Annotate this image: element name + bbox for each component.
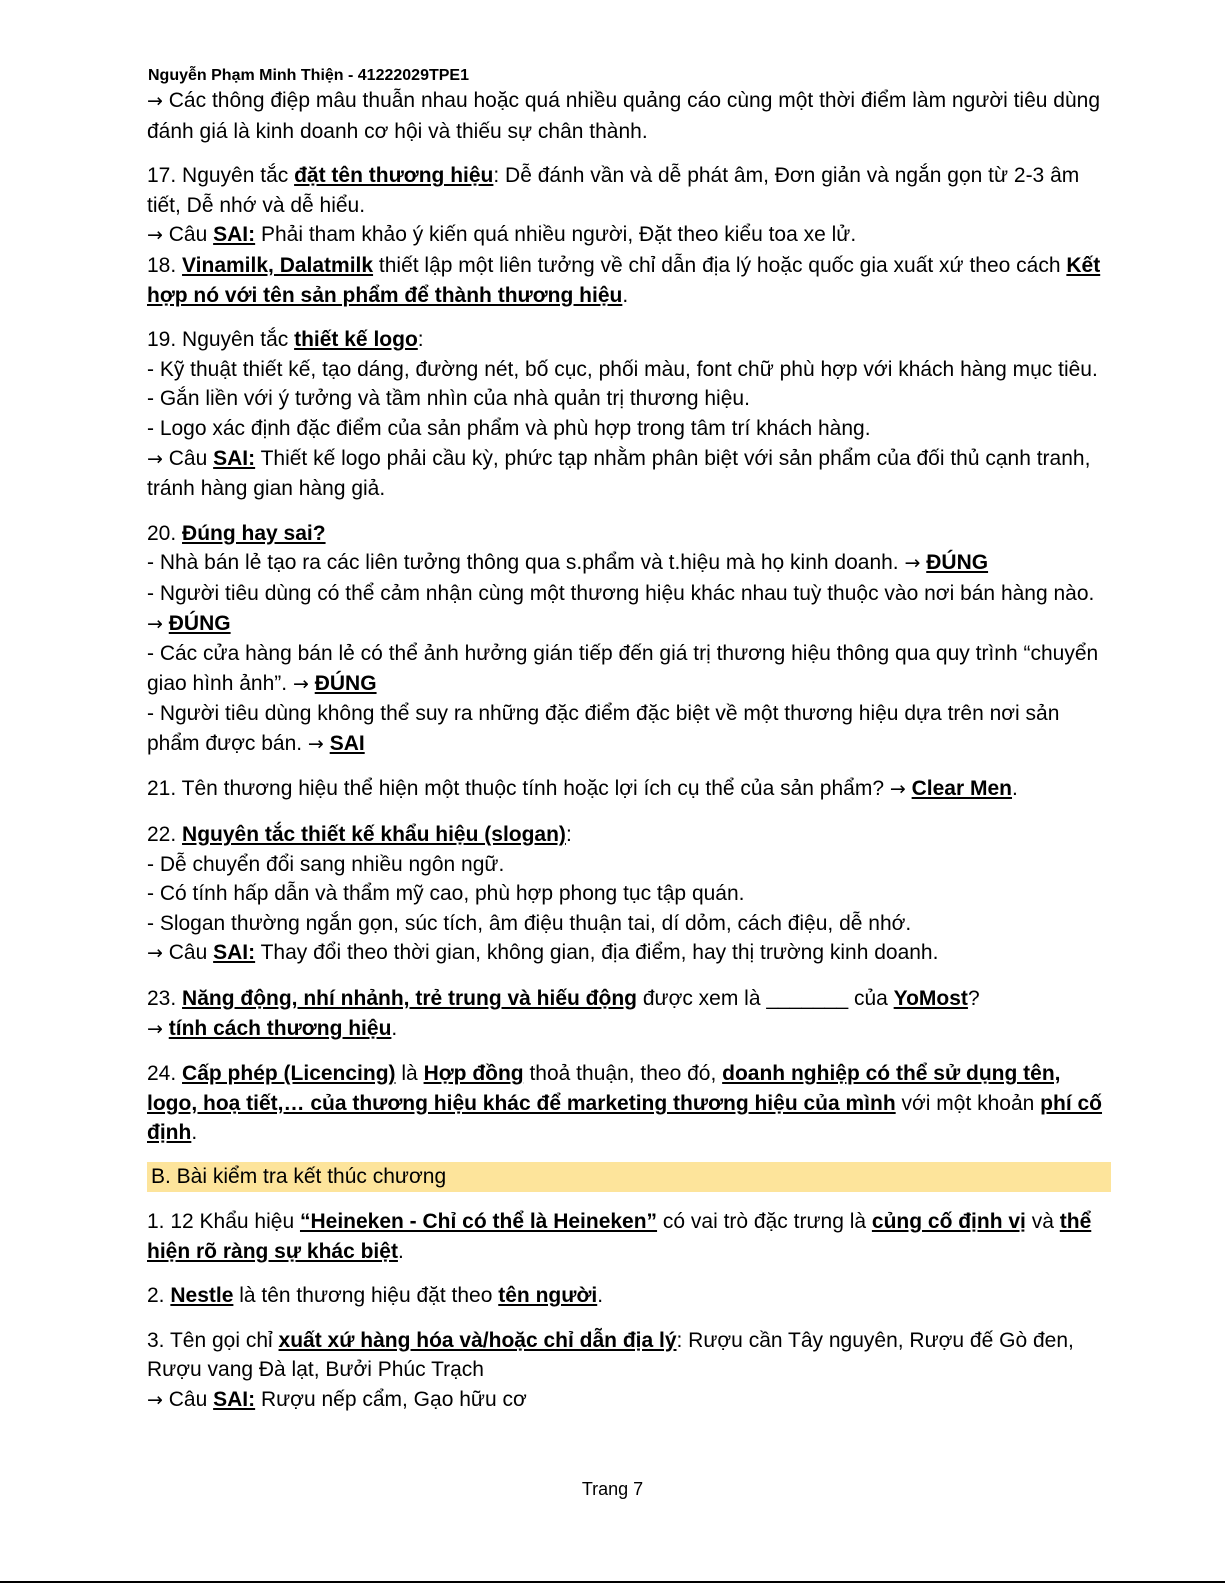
list-item: - Dễ chuyển đổi sang nhiều ngôn ngữ.: [147, 852, 505, 876]
sai-label: SAI:: [213, 1387, 256, 1411]
text: 19. Nguyên tắc: [147, 328, 295, 352]
text: với một khoản: [895, 1091, 1041, 1115]
list-item: [147, 699, 1107, 759]
question-24: [147, 1059, 1107, 1148]
page-content: [147, 86, 1107, 1416]
sai-label: SAI:: [213, 223, 256, 247]
question-18: [147, 251, 1107, 310]
text: 22.: [147, 823, 183, 847]
list-item: - Kỹ thuật thiết kế, tạo dáng, đường nét, bố cục, phối màu, font chữ phù hợp với khách hàng mục tiêu.: [147, 357, 1098, 381]
sai-label: SAI:: [213, 941, 256, 965]
text: Thiết kế logo phải cầu kỳ, phức tạp nhằm phân biệt với sản phẩm của đối thủ cạnh tranh, tránh hàng gian hàng giả.: [147, 446, 1091, 501]
text: : Rượu cần Tây nguyên, Rượu đế Gò đen, Rượu vang Đà lạt, Bưởi Phúc Trạch: [147, 1328, 1074, 1382]
text: .: [1012, 777, 1018, 801]
arrow-icon: →: [147, 612, 163, 635]
arrow-icon: →: [147, 90, 163, 112]
question-19-wrong: [147, 444, 1107, 504]
list-item: - Slogan thường ngắn gọn, súc tích, âm điệu thuận tai, dí dỏm, cách điệu, dễ nhớ.: [147, 911, 912, 935]
arrow-icon: →: [904, 552, 921, 575]
text: .: [597, 1284, 604, 1308]
text: - Người tiêu dùng không thể suy ra những đặc điểm đặc biệt về một thương hiệu dựa trên nơi sản phẩm được bán.: [147, 702, 1060, 755]
text: 23.: [147, 987, 183, 1011]
text: 21. Tên thương hiệu thể hiện một thuộc tính hoặc lợi ích cụ thể của sản phẩm?: [147, 777, 890, 801]
page-bottom-divider: [0, 1581, 1225, 1583]
text: - Các cửa hàng bán lẻ có thể ảnh hưởng gián tiếp đến giá trị thương hiệu thông qua quy trình “chuyển giao hình ảnh”.: [147, 642, 1099, 695]
arrow-icon: →: [307, 732, 324, 755]
list-item: - Gắn liền với ý tưởng và tầm nhìn của nhà quản trị thương hiệu.: [147, 387, 750, 411]
answer-false: SAI: [329, 731, 365, 755]
emphasis: “Heineken - Chỉ có thể là Heineken”: [299, 1210, 658, 1233]
text: được xem là _______ của: [637, 987, 894, 1011]
emphasis: xuất xứ hàng hóa và/hoặc chỉ dẫn địa lý: [278, 1328, 677, 1352]
arrow-icon: →: [889, 778, 906, 801]
text: 24.: [147, 1062, 183, 1086]
emphasis: Hợp đồng: [423, 1062, 524, 1086]
text: và: [1025, 1210, 1060, 1233]
question-b3-wrong: [147, 1385, 1107, 1416]
text: Rượu nếp cẩm, Gạo hữu cơ: [255, 1387, 527, 1411]
answer-true: ĐÚNG: [926, 551, 989, 575]
emphasis: Năng động, nhí nhảnh, trẻ trung và hiếu động: [182, 987, 637, 1011]
emphasis: củng cố định vị: [871, 1210, 1026, 1233]
text: - Người tiêu dùng có thể cảm nhận cùng một thương hiệu khác nhau tuỳ thuộc vào nơi bán hàng nào.: [147, 581, 1095, 605]
arrow-icon: →: [147, 224, 163, 247]
text: là tên thương hiệu đặt theo: [233, 1284, 499, 1308]
question-23-answer: [147, 1014, 1107, 1045]
list-item: [147, 639, 1107, 699]
text: Câu: [162, 941, 214, 965]
text: 20.: [147, 521, 183, 545]
question-22-wrong: [147, 938, 1107, 969]
paragraph-conclusion: [147, 86, 1107, 146]
question-17: [147, 161, 1107, 220]
question-b3: [147, 1326, 1107, 1385]
question-19: [147, 325, 1107, 355]
arrow-icon: →: [147, 447, 163, 470]
text: Câu: [162, 446, 214, 470]
emphasis: tính cách thương hiệu: [168, 1016, 392, 1040]
emphasis: Vinamilk, Dalatmilk: [182, 253, 374, 277]
emphasis: thiết kế logo: [294, 328, 418, 352]
text: :: [565, 823, 572, 847]
arrow-icon: →: [292, 672, 309, 695]
question-17-wrong: [147, 220, 1107, 251]
text: : Dễ đánh vần và dễ phát âm, Đơn giản và ngắn gọn từ 2-3 âm tiết, Dễ nhớ và dễ hiểu.: [147, 164, 1080, 217]
sai-label: SAI:: [213, 446, 256, 470]
answer-true: ĐÚNG: [168, 611, 231, 635]
arrow-icon: →: [147, 1017, 163, 1040]
emphasis: YoMost: [893, 987, 968, 1011]
page-number: Trang 7: [581, 1479, 644, 1499]
text: Các thông điệp mâu thuẫn nhau hoặc quá nhiều quảng cáo cùng một thời điểm làm người tiêu dùng đánh giá là kinh doanh cơ hội và thiếu sự chân thành.: [147, 89, 1100, 143]
emphasis: tên người: [498, 1284, 598, 1308]
emphasis: Clear Men: [911, 777, 1012, 801]
text: có vai trò đặc trưng là: [657, 1210, 872, 1233]
answer-true: ĐÚNG: [314, 671, 377, 695]
text: 1. 12 Khẩu hiệu: [147, 1210, 300, 1233]
list-item: [147, 579, 1107, 639]
emphasis: doanh nghiệp có thể sử dụng tên, logo, hoạ tiết,… của thương hiệu khác để marketing thương hiệu của mình: [147, 1062, 1061, 1115]
text: .: [391, 1016, 398, 1040]
section-heading: B. Bài kiểm tra kết thúc chương: [147, 1162, 1111, 1192]
question-b1: [147, 1207, 1107, 1266]
emphasis: Kết hợp nó với tên sản phẩm để thành thương hiệu: [147, 253, 1101, 307]
emphasis: Cấp phép (Licencing): [182, 1062, 396, 1086]
emphasis: thể hiện rõ ràng sự khác biệt: [147, 1210, 1092, 1263]
text: Câu: [162, 1387, 214, 1411]
emphasis: phí cố định: [147, 1091, 1103, 1145]
question-22: [147, 820, 1107, 850]
text: .: [622, 283, 629, 307]
emphasis: Đúng hay sai?: [182, 521, 326, 545]
question-b2: [147, 1281, 1107, 1311]
text: thiết lập một liên tưởng về chỉ dẫn địa lý hoặc quốc gia xuất xứ theo cách: [373, 253, 1067, 277]
emphasis: Nestle: [170, 1284, 234, 1308]
text: 17. Nguyên tắc: [147, 164, 295, 188]
text: 2.: [147, 1284, 171, 1308]
text: 18.: [147, 253, 183, 277]
page-header-author: Nguyễn Phạm Minh Thiện - 41222029TPE1: [148, 67, 469, 84]
list-item: - Logo xác định đặc điểm của sản phẩm và phù hợp trong tâm trí khách hàng.: [147, 416, 871, 440]
text: ?: [967, 987, 980, 1011]
list-item: [147, 548, 1107, 579]
emphasis: Nguyên tắc thiết kế khẩu hiệu (slogan): [182, 823, 566, 847]
emphasis: đặt tên thương hiệu: [294, 164, 494, 188]
text: là: [395, 1062, 424, 1086]
text: 3. Tên gọi chỉ: [147, 1328, 279, 1352]
list-item: - Có tính hấp dẫn và thẩm mỹ cao, phù hợp phong tục tập quán.: [147, 882, 745, 906]
arrow-icon: →: [147, 942, 163, 965]
text: Câu: [162, 223, 214, 247]
question-23: [147, 984, 1107, 1014]
arrow-icon: →: [147, 1388, 163, 1411]
text: Thay đổi theo thời gian, không gian, địa điểm, hay thị trường kinh doanh.: [255, 941, 939, 965]
text: .: [191, 1121, 198, 1145]
text: - Nhà bán lẻ tạo ra các liên tưởng thông qua s.phẩm và t.hiệu mà họ kinh doanh.: [147, 551, 905, 575]
text: :: [417, 328, 424, 352]
text: thoả thuận, theo đó,: [523, 1062, 723, 1086]
question-20: [147, 519, 1107, 549]
question-21: [147, 774, 1107, 805]
text: .: [397, 1239, 404, 1263]
text: Phải tham khảo ý kiến quá nhiều người, Đặt theo kiểu toa xe lử.: [255, 223, 857, 247]
